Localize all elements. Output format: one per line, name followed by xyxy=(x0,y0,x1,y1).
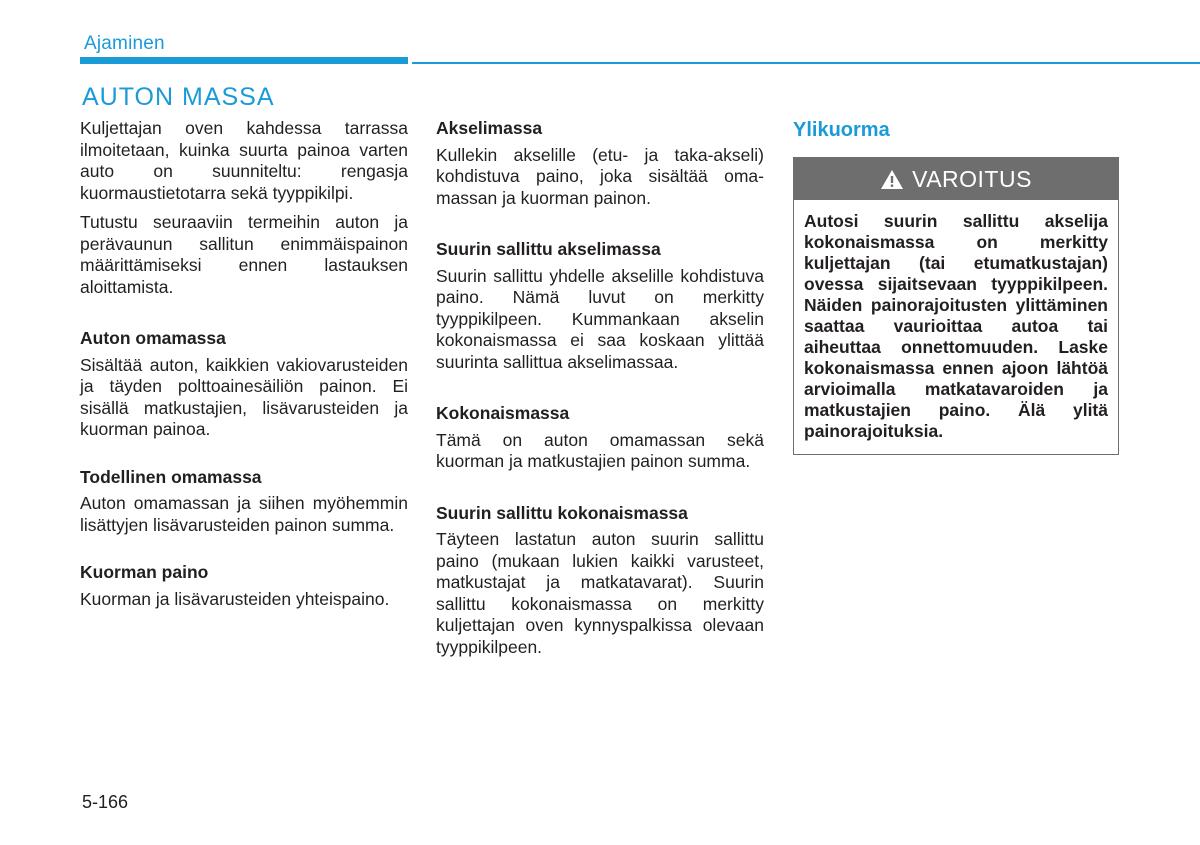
warning-header xyxy=(794,158,1118,200)
definition-heading: Akselimassa xyxy=(436,118,543,138)
page-title: AUTON MASSA xyxy=(82,83,275,111)
intro-paragraph-1: Kuljettajan oven kahdessa tarrassa ilmoitetaan, kuinka suurta painoa varten auto on suunniteltu: rengasja kuormaustietotarra sekä tyyppikilpi. xyxy=(80,118,408,203)
definition-heading: Auton omamassa xyxy=(80,328,226,348)
warning-triangle-icon xyxy=(880,169,904,190)
definition-heading: Suurin sallittu kokonaismassa xyxy=(436,502,688,523)
definition-text: Tämä on auton omamassan sekä kuorman ja matkustajien painon summa. xyxy=(436,429,764,471)
warning-label: VAROITUS xyxy=(912,165,1032,192)
definition-kokonaismassa xyxy=(436,403,764,473)
definition-text: Suurin sallittu yhdelle akselille kohdistuva paino. Nämä luvut on merkitty tyyppikilpeen. Kummankaan akselin kokonaismassa ei saa koskaan ylittää suurinta sallittua akselimassaa. xyxy=(436,265,764,372)
definition-heading: Todellinen omamassa xyxy=(80,466,262,487)
definition-heading: Suurin sallittu akselimassa xyxy=(436,239,661,259)
definition-text: Kuorman ja lisävarusteiden yhteispaino. xyxy=(80,588,390,609)
section-label: Ajaminen xyxy=(84,33,165,54)
definition-text: Täyteen lastatun auton suurin sallittu paino (mukaan lukien kaikki varusteet, matkustajat ja matkatavarat). Suurin sallittu kokonaismassa on merkitty kuljettajan oven kynnyspalkissa olevaan tyyppikilpeen. xyxy=(436,529,764,657)
definition-todellinen-omamassa xyxy=(80,467,408,537)
subheading-ylikuorma: Ylikuorma xyxy=(793,119,890,141)
column-2 xyxy=(436,118,764,688)
definition-kuorman-paino xyxy=(80,562,408,610)
column-3 xyxy=(793,117,1119,455)
definition-auton-omamassa xyxy=(80,328,408,441)
header-rule-thick xyxy=(80,57,408,64)
column-1 xyxy=(80,118,408,636)
definition-text: Sisältää auton, kaikkien vakiovarusteiden ja täyden polttoainesäiliön painon. Ei sisällä matkustajien, lisävarusteiden ja kuorman painoa. xyxy=(80,354,408,439)
header-rule-thin xyxy=(412,62,1200,64)
intro-paragraph-2: Tutustu seuraaviin termeihin auton ja perävaunun sallitun enimmäispainon määrittämiseksi ennen lastauksen aloittamista. xyxy=(80,212,408,297)
definition-akselimassa xyxy=(436,118,764,209)
definition-suurin-sallittu-kokonaismassa xyxy=(436,503,764,659)
definition-text: Kullekin akselille (etu- ja taka-akseli) kohdistuva paino, joka sisältää omamassan ja kuorman painon. xyxy=(436,144,764,208)
warning-box xyxy=(793,157,1119,455)
definition-suurin-sallittu-akselimassa xyxy=(436,239,764,373)
warning-body xyxy=(794,200,1118,454)
definition-heading: Kuorman paino xyxy=(80,562,209,582)
warning-text: Autosi suurin sallittu akselija kokonaismassa on merkitty kuljettajan (tai etumatkustajan) ovessa sijaitsevaan tyyppikilpeen. Näiden painorajoitusten ylittäminen saattaa vaurioittaa autoa tai aiheuttaa onnettomuuden. Laske kokonaismassa ennen ajoon lähtöä arvioimalla matkatavaroiden ja matkustajien paino. Älä ylitä painorajoituksia. xyxy=(804,211,1108,441)
page-number: 5-166 xyxy=(82,792,129,812)
definition-heading: Kokonaismassa xyxy=(436,403,570,423)
definition-text: Auton omamassan ja siihen myöhemmin lisättyjen lisävarusteiden painon summa. xyxy=(80,493,408,535)
